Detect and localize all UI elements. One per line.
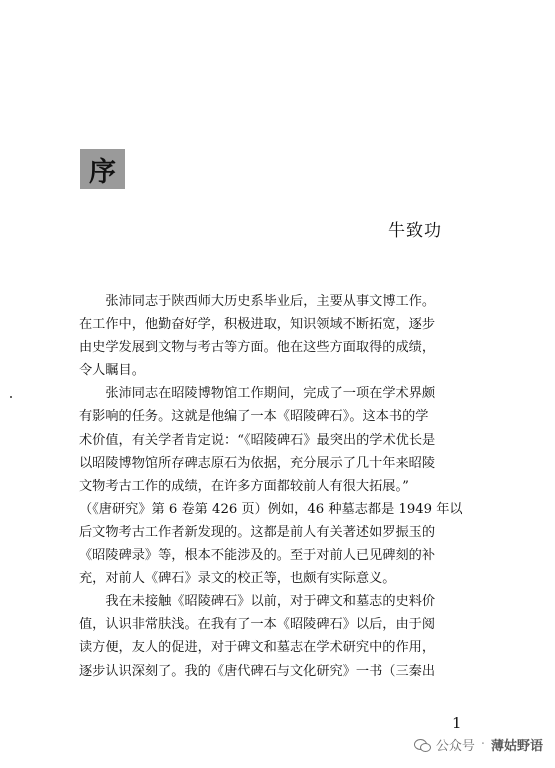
text-line: 《昭陵碑录》等，根本不能涉及的。至于对前人已见碑刻的补	[79, 548, 436, 564]
body-text	[79, 290, 507, 683]
text-line: 在工作中，他勤奋好学，积极进取，知识领域不断拓宽，逐步	[79, 317, 436, 333]
text-line: 术价值，有关学者肯定说：“《昭陵碑石》最突出的学术优长是	[79, 432, 436, 448]
text-line: 后文物考古工作者新发现的。这都是前人有关著述如罗振玉的	[79, 524, 436, 540]
text-line: 读方便，友人的促进，对于碑文和墓志在学术研究中的作用，	[79, 640, 436, 656]
text-line: 有影响的任务。这就是他编了一本《昭陵碑石》。这本书的学	[79, 409, 429, 425]
text-line: 令人瞩目。	[79, 363, 145, 379]
section-title: 序	[89, 156, 116, 188]
text-line: （《唐研究》第 6 卷第 426 页）例如，46 种墓志都是 1949 年以	[79, 501, 463, 517]
text-line: 逐步认识深刻了。我的《唐代碑石与文化研究》一书（三秦出	[79, 663, 436, 679]
page-number: 1	[452, 714, 462, 732]
author-name: 牛致功	[388, 221, 442, 241]
margin-mark	[10, 396, 12, 398]
paragraph-1	[79, 290, 507, 382]
paragraph-2	[79, 382, 507, 590]
paragraph-3	[79, 590, 507, 682]
watermark-platform: 公众号	[435, 739, 475, 754]
watermark	[414, 735, 543, 754]
text-line: 值，认识非常肤浅。在我有了一本《昭陵碑石》以后，由于阅	[79, 617, 436, 633]
text-line: 以昭陵博物馆所存碑志原石为依据，充分展示了几十年来昭陵	[79, 455, 436, 471]
text-line: 由史学发展到文物与考古等方面。他在这些方面取得的成绩，	[79, 340, 436, 356]
watermark-separator: ·	[480, 737, 485, 752]
text-line: 张沛同志在昭陵博物馆工作期间，完成了一项在学术界颇	[105, 386, 436, 402]
wechat-icon	[414, 738, 430, 752]
text-line: 我在未接触《昭陵碑石》以前，对于碑文和墓志的史料价	[105, 594, 436, 610]
text-line: 充，对前人《碑石》录文的校正等，也颇有实际意义。	[79, 571, 396, 587]
watermark-account: 薄姑野语	[490, 739, 543, 754]
text-line: 文物考古工作的成绩，在许多方面都较前人有很大拓展。”	[79, 478, 409, 494]
section-title-box	[80, 149, 125, 189]
text-line: 张沛同志于陕西师大历史系毕业后，主要从事文博工作。	[105, 294, 436, 309]
